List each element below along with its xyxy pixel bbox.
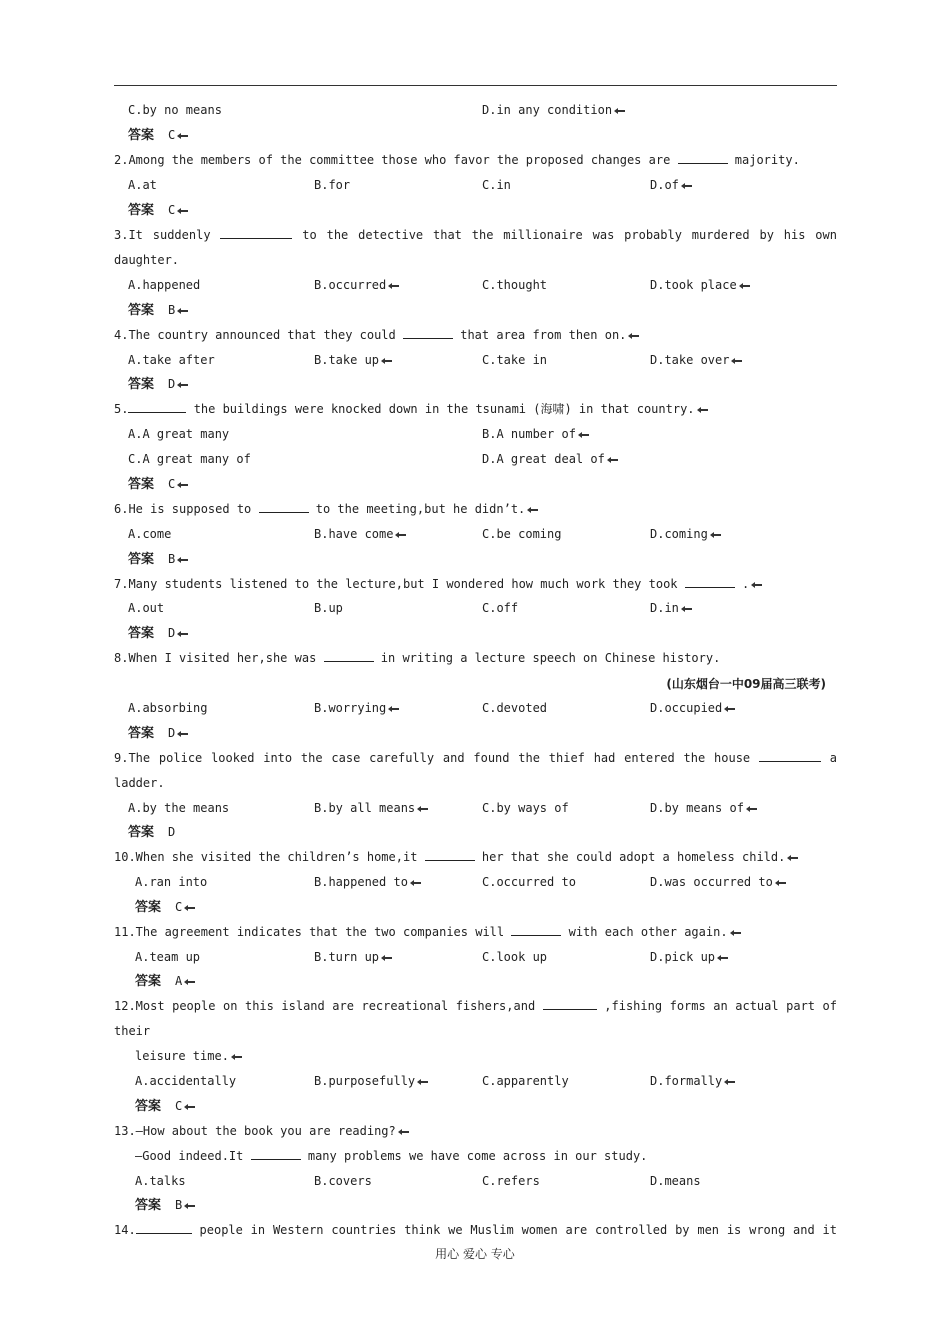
answer-blank[interactable] bbox=[136, 1221, 192, 1234]
return-mark-icon bbox=[176, 556, 190, 564]
q3-option-b-text: B.occurred bbox=[314, 278, 387, 292]
return-mark-icon bbox=[416, 1078, 430, 1086]
return-mark-icon bbox=[183, 1202, 197, 1210]
q5-stem-post: the buildings were knocked down in the tsunami (海啸) in that country. bbox=[193, 402, 695, 416]
q8-option-d-text: D.occupied bbox=[650, 701, 723, 715]
answer-value: D bbox=[168, 825, 176, 839]
q5-option-a: A.A great many bbox=[128, 427, 230, 441]
q8-stem-pre: 8.When I visited her,she was bbox=[114, 651, 317, 665]
q6-option-c: C.be coming bbox=[482, 527, 562, 541]
answer-blank[interactable] bbox=[128, 400, 186, 413]
q2-stem-post: majority. bbox=[734, 153, 800, 167]
return-mark-icon bbox=[176, 381, 190, 389]
q8-options-row bbox=[114, 696, 837, 721]
answer-value: D bbox=[168, 626, 176, 640]
q1-answer bbox=[128, 123, 837, 148]
q7-stem bbox=[114, 572, 837, 597]
return-mark-icon bbox=[750, 581, 764, 589]
answer-value: D bbox=[168, 726, 176, 740]
q3-option-d-text: D.took place bbox=[650, 278, 737, 292]
return-mark-icon bbox=[774, 879, 788, 887]
q4-option-a: A.take after bbox=[128, 353, 215, 367]
q13-option-a: A.talks bbox=[135, 1174, 186, 1188]
q10-option-c: C.occurred to bbox=[482, 875, 576, 889]
answer-blank[interactable] bbox=[259, 500, 309, 513]
q5-stem bbox=[114, 397, 837, 422]
q2-stem bbox=[114, 148, 837, 173]
return-mark-icon bbox=[723, 1078, 737, 1086]
return-mark-icon bbox=[183, 978, 197, 986]
q12-option-d bbox=[650, 1069, 737, 1094]
q9-options-row bbox=[114, 796, 837, 821]
return-mark-icon bbox=[387, 282, 401, 290]
answer-label: 答案 bbox=[128, 128, 155, 143]
return-mark-icon bbox=[786, 854, 800, 862]
q10-answer bbox=[135, 895, 837, 920]
answer-blank[interactable] bbox=[543, 997, 597, 1010]
q7-option-d bbox=[650, 596, 694, 621]
q12-option-c: C.apparently bbox=[482, 1074, 569, 1088]
q10-stem-post: her that she could adopt a homeless child. bbox=[481, 850, 786, 864]
q3-stem-post: to the detective that the millionaire was probably murdered by his own bbox=[302, 228, 837, 242]
q10-options-row bbox=[114, 870, 837, 895]
q4-options-row bbox=[114, 348, 837, 373]
return-mark-icon bbox=[380, 357, 394, 365]
q4-option-d-text: D.take over bbox=[650, 353, 730, 367]
q8-source: (山东烟台一中09届高三联考) bbox=[666, 677, 826, 691]
q4-stem bbox=[114, 323, 837, 348]
q11-option-a: A.team up bbox=[135, 950, 201, 964]
q7-option-c: C.off bbox=[482, 601, 519, 615]
q1-options-row bbox=[128, 98, 837, 123]
q5-option-d bbox=[482, 447, 620, 472]
answer-label: 答案 bbox=[135, 900, 162, 915]
q8-stem-post: in writing a lecture speech on Chinese history. bbox=[380, 651, 721, 665]
q7-option-a: A.out bbox=[128, 601, 165, 615]
return-mark-icon bbox=[680, 182, 694, 190]
return-mark-icon bbox=[729, 929, 743, 937]
q9-option-d-text: D.by means of bbox=[650, 801, 744, 815]
answer-blank[interactable] bbox=[425, 848, 475, 861]
answer-value: C bbox=[175, 1099, 183, 1113]
return-mark-icon bbox=[606, 456, 620, 464]
q13-stem-line-1: 13.—How about the book you are reading? bbox=[114, 1124, 396, 1138]
return-mark-icon bbox=[577, 431, 591, 439]
q2-option-c: C.in bbox=[482, 178, 511, 192]
q8-stem bbox=[114, 646, 837, 671]
q14-stem-post: people in Western countries think we Muslim women are controlled by men is wrong and it bbox=[199, 1223, 837, 1237]
q10-option-d-text: D.was occurred to bbox=[650, 875, 773, 889]
return-mark-icon bbox=[613, 107, 627, 115]
return-mark-icon bbox=[176, 132, 190, 140]
return-mark-icon bbox=[696, 406, 710, 414]
answer-label: 答案 bbox=[135, 974, 162, 989]
answer-value: B bbox=[168, 303, 176, 317]
q5-option-d-text: D.A great deal of bbox=[482, 452, 605, 466]
q12-option-a: A.accidentally bbox=[135, 1074, 237, 1088]
q7-option-d-text: D.in bbox=[650, 601, 679, 615]
q3-option-c: C.thought bbox=[482, 278, 548, 292]
q4-option-b-text: B.take up bbox=[314, 353, 380, 367]
q3-stem-cont: daughter. bbox=[114, 253, 180, 267]
q12-stem-cont-1: their bbox=[114, 1024, 151, 1038]
q6-stem-post: to the meeting,but he didn’t. bbox=[315, 502, 526, 516]
q12-option-b-text: B.purposefully bbox=[314, 1074, 416, 1088]
q7-answer bbox=[128, 621, 837, 646]
q6-stem-pre: 6.He is supposed to bbox=[114, 502, 252, 516]
q3-option-d bbox=[650, 273, 752, 298]
q12-stem-cont-2 bbox=[135, 1044, 837, 1069]
return-mark-icon bbox=[397, 1128, 411, 1136]
answer-label: 答案 bbox=[128, 477, 155, 492]
q3-option-b bbox=[314, 273, 401, 298]
q11-option-b-text: B.turn up bbox=[314, 950, 380, 964]
q13-stem-pre: —Good indeed.It bbox=[135, 1149, 244, 1163]
q6-option-b bbox=[314, 522, 408, 547]
q13-option-b: B.covers bbox=[314, 1174, 372, 1188]
q12-stem-post: ,fishing forms an actual part of bbox=[604, 999, 838, 1013]
q9-stem-cont: ladder. bbox=[114, 776, 165, 790]
return-mark-icon bbox=[716, 954, 730, 962]
answer-blank[interactable] bbox=[220, 226, 292, 239]
answer-label: 答案 bbox=[128, 552, 155, 567]
q1-option-c: C.by no means bbox=[128, 103, 222, 117]
return-mark-icon bbox=[738, 282, 752, 290]
answer-blank[interactable] bbox=[511, 923, 561, 936]
q13-stem-post: many problems we have come across in our study. bbox=[307, 1149, 648, 1163]
q4-option-c: C.take in bbox=[482, 353, 548, 367]
answer-blank[interactable] bbox=[251, 1147, 301, 1160]
answer-value: C bbox=[168, 128, 176, 142]
answer-label: 答案 bbox=[135, 1198, 162, 1213]
q4-stem-pre: 4.The country announced that they could bbox=[114, 328, 396, 342]
return-mark-icon bbox=[709, 531, 723, 539]
q11-stem-post: with each other again. bbox=[568, 925, 728, 939]
q7-options-row bbox=[114, 596, 837, 621]
q12-stem-pre: 12.Most people on this island are recreational fishers,and bbox=[114, 999, 536, 1013]
answer-value: C bbox=[168, 203, 176, 217]
answer-value: A bbox=[175, 974, 183, 988]
return-mark-icon bbox=[183, 1103, 197, 1111]
q7-stem-pre: 7.Many students listened to the lecture,but I wondered how much work they took bbox=[114, 577, 678, 591]
q13-options-row bbox=[114, 1169, 837, 1194]
q5-stem-pre: 5. bbox=[114, 402, 129, 416]
q9-option-d bbox=[650, 796, 759, 821]
q1-option-d-text: D.in any condition bbox=[482, 103, 613, 117]
q10-option-a: A.ran into bbox=[135, 875, 208, 889]
header-rule bbox=[114, 85, 837, 86]
return-mark-icon bbox=[745, 805, 759, 813]
q5-options-row-1 bbox=[128, 422, 837, 447]
q13-option-c: C.refers bbox=[482, 1174, 540, 1188]
q9-answer bbox=[128, 820, 837, 845]
answer-label: 答案 bbox=[128, 203, 155, 218]
q6-options-row bbox=[114, 522, 837, 547]
return-mark-icon bbox=[387, 705, 401, 713]
q10-stem-pre: 10.When she visited the children’s home,it bbox=[114, 850, 418, 864]
q11-option-d-text: D.pick up bbox=[650, 950, 716, 964]
q8-option-c: C.devoted bbox=[482, 701, 548, 715]
q2-stem-pre: 2.Among the members of the committee those who favor the proposed changes are bbox=[114, 153, 671, 167]
return-mark-icon bbox=[627, 332, 641, 340]
q8-option-b-text: B.worrying bbox=[314, 701, 387, 715]
answer-label: 答案 bbox=[128, 825, 155, 840]
return-mark-icon bbox=[394, 531, 408, 539]
return-mark-icon bbox=[176, 207, 190, 215]
q5-option-b bbox=[482, 422, 591, 447]
q6-option-d bbox=[650, 522, 723, 547]
answer-blank[interactable] bbox=[678, 151, 728, 164]
q14-stem bbox=[114, 1218, 837, 1243]
q8-option-b bbox=[314, 696, 401, 721]
q9-stem bbox=[114, 746, 837, 771]
q9-stem-pre: 9.The police looked into the case carefully and found the thief had entered the house bbox=[114, 751, 751, 765]
q10-option-d bbox=[650, 870, 788, 895]
q3-options-row bbox=[114, 273, 837, 298]
answer-value: C bbox=[168, 477, 176, 491]
q12-option-b bbox=[314, 1069, 430, 1094]
q13-stem-2 bbox=[135, 1144, 837, 1169]
return-mark-icon bbox=[723, 705, 737, 713]
q1-option-d bbox=[482, 98, 627, 123]
q2-option-d-text: D.of bbox=[650, 178, 679, 192]
answer-blank[interactable] bbox=[685, 575, 735, 588]
answer-value: B bbox=[168, 552, 176, 566]
q2-answer bbox=[128, 198, 837, 223]
return-mark-icon bbox=[176, 630, 190, 638]
q2-options-row bbox=[114, 173, 837, 198]
page-footer: 用心 爱心 专心 bbox=[435, 1247, 515, 1261]
answer-label: 答案 bbox=[128, 377, 155, 392]
return-mark-icon bbox=[176, 481, 190, 489]
q11-answer bbox=[135, 969, 837, 994]
q9-option-b bbox=[314, 796, 430, 821]
q4-stem-post: that area from then on. bbox=[460, 328, 627, 342]
q11-options-row bbox=[114, 945, 837, 970]
q5-answer bbox=[128, 472, 837, 497]
q12-answer bbox=[135, 1094, 837, 1119]
q11-stem-pre: 11.The agreement indicates that the two companies will bbox=[114, 925, 505, 939]
q13-option-d: D.means bbox=[650, 1174, 701, 1188]
q12-option-d-text: D.formally bbox=[650, 1074, 723, 1088]
q13-stem-1 bbox=[114, 1119, 837, 1144]
return-mark-icon bbox=[680, 605, 694, 613]
q4-option-b bbox=[314, 348, 394, 373]
q9-option-c: C.by ways of bbox=[482, 801, 569, 815]
q3-stem-pre: 3.It suddenly bbox=[114, 228, 211, 242]
q9-stem-post: a bbox=[829, 751, 838, 765]
q5-option-c: C.A great many of bbox=[128, 452, 251, 466]
q6-stem bbox=[114, 497, 837, 522]
q7-stem-post: . bbox=[742, 577, 750, 591]
answer-blank[interactable] bbox=[759, 749, 821, 762]
answer-blank[interactable] bbox=[403, 326, 453, 339]
answer-value: D bbox=[168, 377, 176, 391]
q8-option-d bbox=[650, 696, 737, 721]
q9-option-a: A.by the means bbox=[128, 801, 230, 815]
return-mark-icon bbox=[183, 904, 197, 912]
return-mark-icon bbox=[416, 805, 430, 813]
q6-option-b-text: B.have come bbox=[314, 527, 394, 541]
q6-option-a: A.come bbox=[128, 527, 172, 541]
q3-answer bbox=[128, 298, 837, 323]
q10-stem bbox=[114, 845, 837, 870]
q12-stem-cont-2-text: leisure time. bbox=[135, 1049, 229, 1063]
q12-stem bbox=[114, 994, 837, 1019]
q9-option-b-text: B.by all means bbox=[314, 801, 416, 815]
answer-label: 答案 bbox=[128, 303, 155, 318]
return-mark-icon bbox=[730, 357, 744, 365]
q11-option-c: C.look up bbox=[482, 950, 548, 964]
q2-option-d bbox=[650, 173, 694, 198]
q6-option-d-text: D.coming bbox=[650, 527, 708, 541]
q11-stem bbox=[114, 920, 837, 945]
return-mark-icon bbox=[526, 506, 540, 514]
q4-answer bbox=[128, 372, 837, 397]
return-mark-icon bbox=[176, 307, 190, 315]
q2-option-b: B.for bbox=[314, 178, 351, 192]
q5-option-b-text: B.A number of bbox=[482, 427, 576, 441]
q14-stem-pre: 14. bbox=[114, 1223, 136, 1237]
q10-option-b bbox=[314, 870, 423, 895]
q2-option-a: A.at bbox=[128, 178, 157, 192]
q3-option-a: A.happened bbox=[128, 278, 201, 292]
answer-value: B bbox=[175, 1198, 183, 1212]
q13-answer bbox=[135, 1193, 837, 1218]
q10-option-b-text: B.happened to bbox=[314, 875, 408, 889]
answer-label: 答案 bbox=[128, 726, 155, 741]
return-mark-icon bbox=[230, 1053, 244, 1061]
q5-options-row-2 bbox=[128, 447, 837, 472]
answer-label: 答案 bbox=[128, 626, 155, 641]
answer-label: 答案 bbox=[135, 1099, 162, 1114]
answer-blank[interactable] bbox=[324, 649, 374, 662]
q4-option-d bbox=[650, 348, 744, 373]
return-mark-icon bbox=[409, 879, 423, 887]
q11-option-b bbox=[314, 945, 394, 970]
return-mark-icon bbox=[380, 954, 394, 962]
q3-stem bbox=[114, 223, 837, 248]
q6-answer bbox=[128, 547, 837, 572]
q11-option-d bbox=[650, 945, 730, 970]
return-mark-icon bbox=[176, 730, 190, 738]
answer-value: C bbox=[175, 900, 183, 914]
q12-options-row bbox=[114, 1069, 837, 1094]
q8-answer bbox=[128, 721, 837, 746]
q7-option-b: B.up bbox=[314, 601, 343, 615]
q8-option-a: A.absorbing bbox=[128, 701, 208, 715]
